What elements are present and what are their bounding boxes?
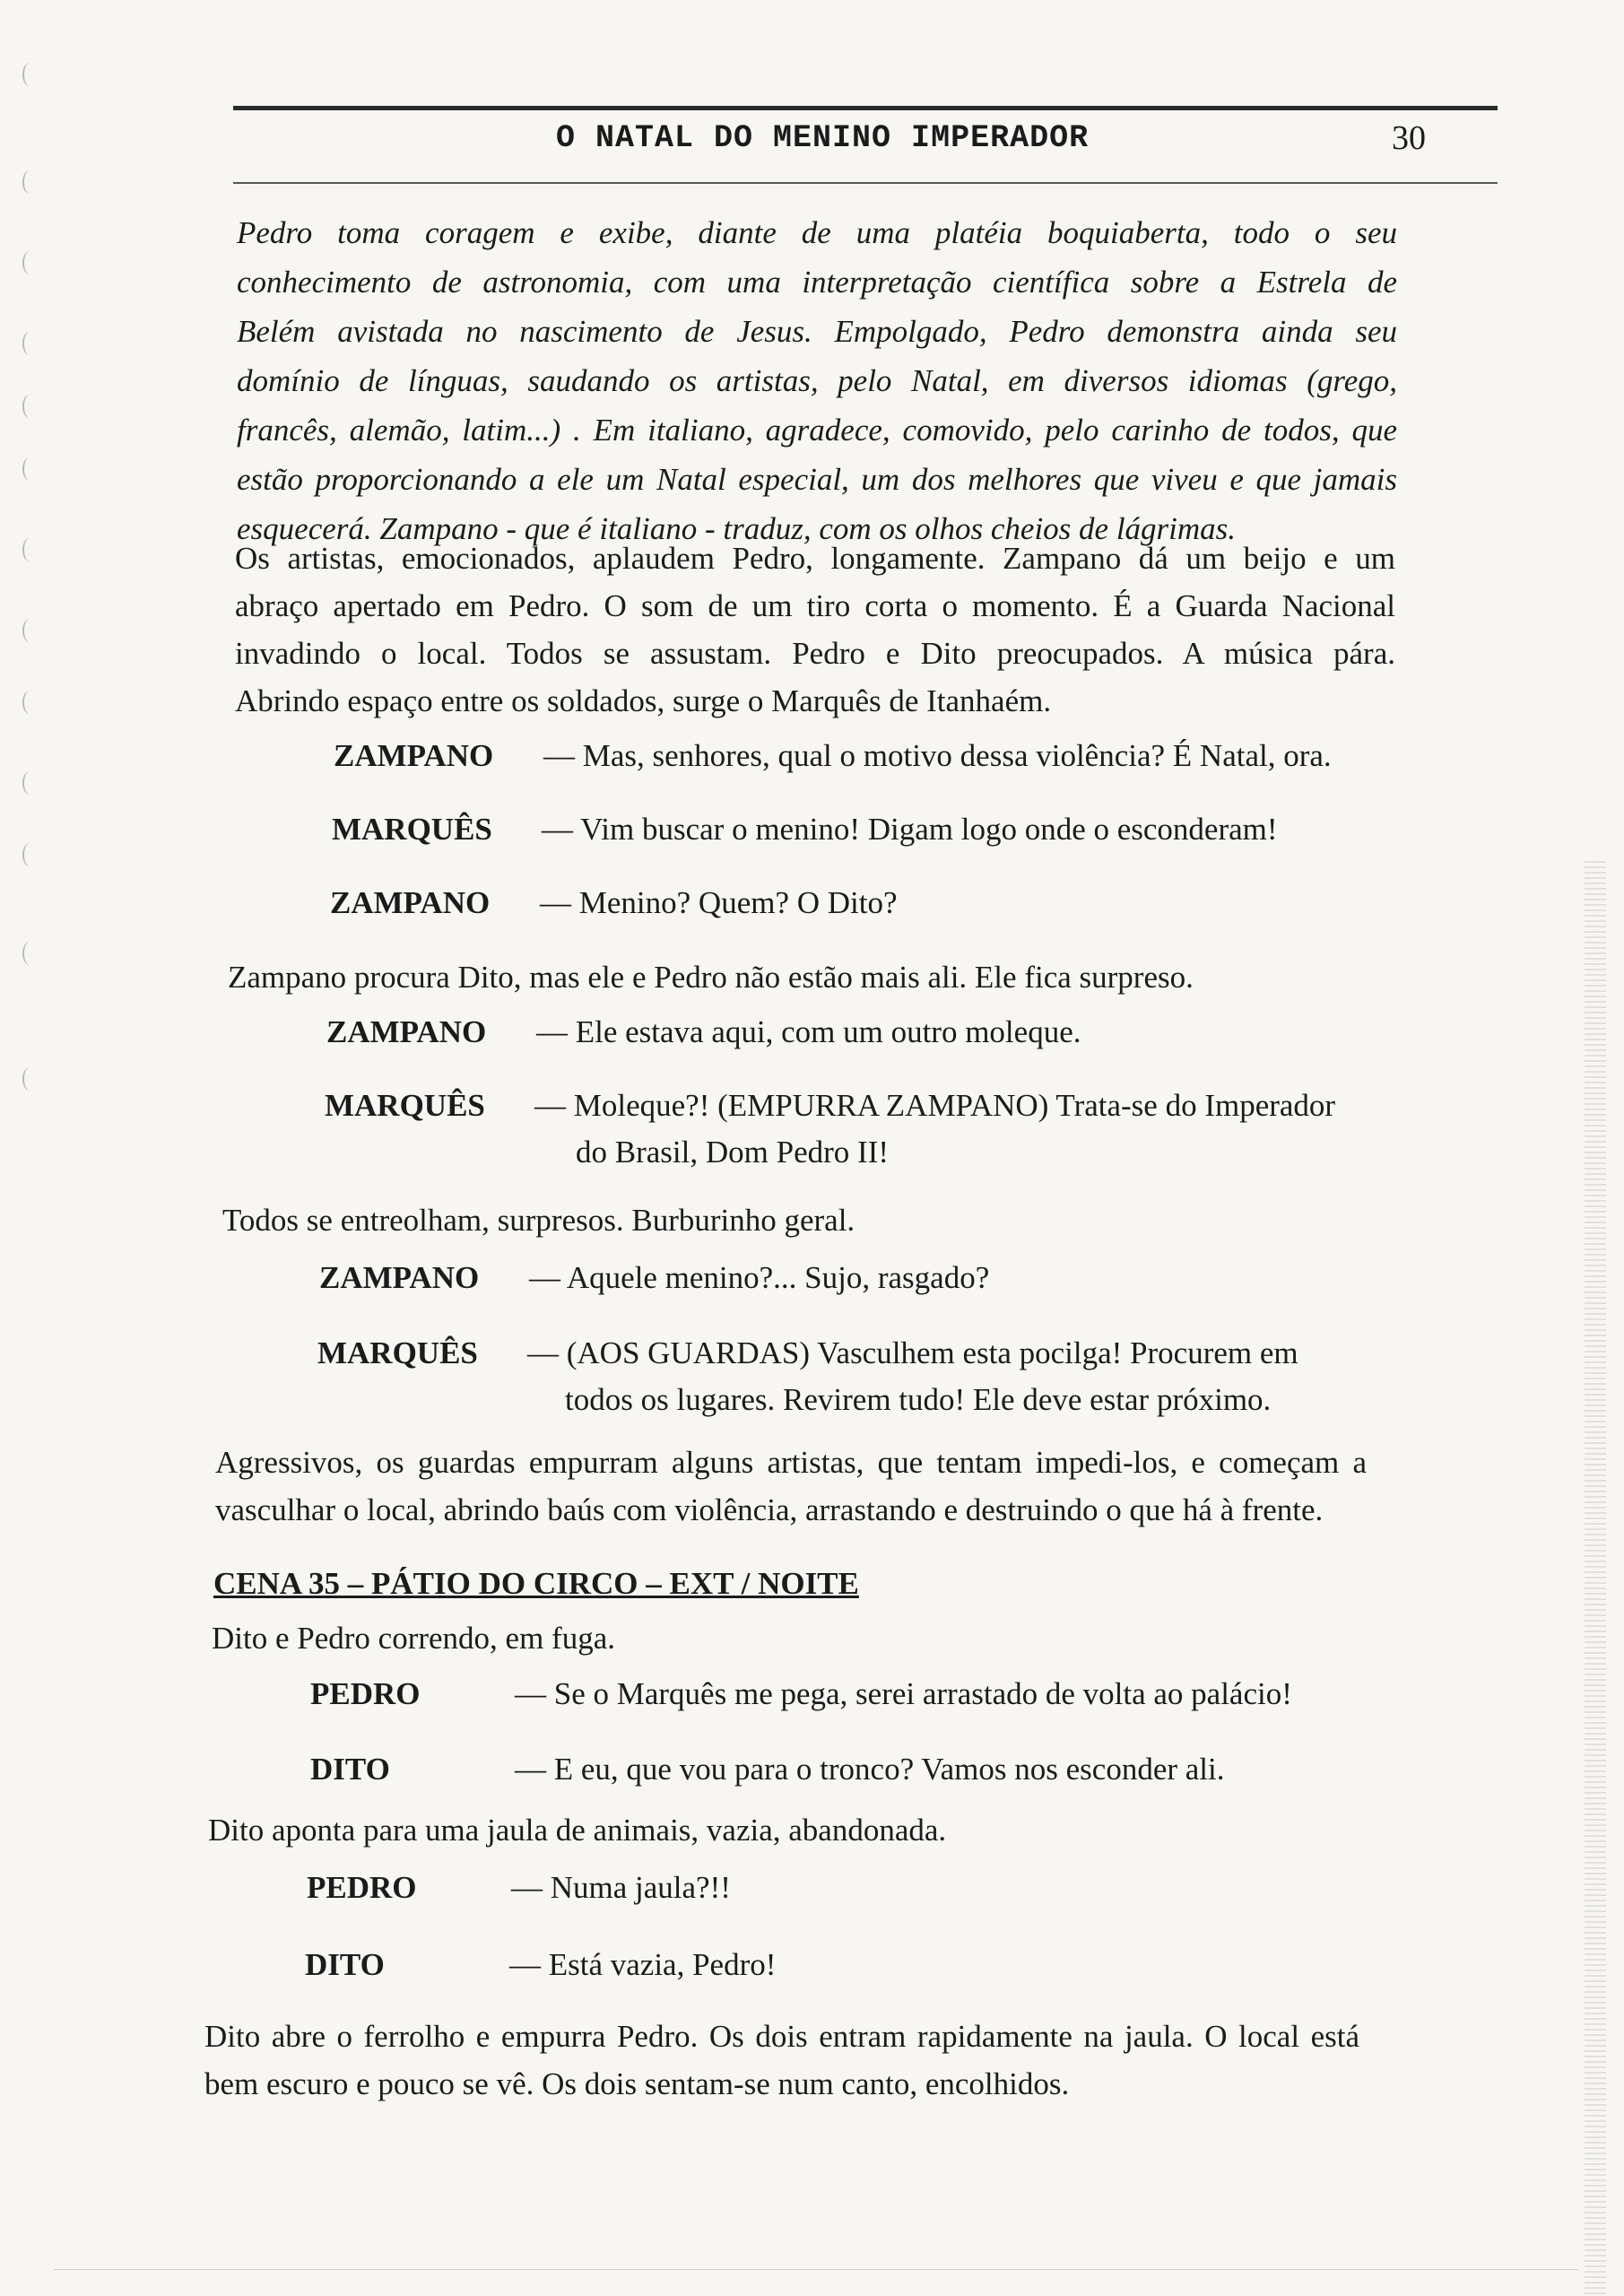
text-line: abraço apertado em Pedro. O som de um tiro corta o momento. É a Guarda Nacional bbox=[235, 588, 1395, 623]
text-line: domínio de línguas, saudando os artistas, pelo Natal, em diversos idiomas (grego, bbox=[237, 363, 1397, 398]
text-line: invadindo o local. Todos se assustam. Pedro e Dito preocupados. A música pára. bbox=[235, 636, 1395, 671]
text-line: Todos se entreolham, surpresos. Burburinho geral. bbox=[222, 1203, 855, 1238]
text-line: Belém avistada no nascimento de Jesus. Empolgado, Pedro demonstra ainda seu bbox=[237, 314, 1397, 349]
text-line: vasculhar o local, abrindo baús com violência, arrastando e destruindo o que há à frente. bbox=[215, 1492, 1324, 1527]
speech-text: — E eu, que vou para o tronco? Vamos nos esconder ali. bbox=[515, 1752, 1225, 1787]
scan-margin-marks bbox=[22, 36, 76, 1094]
intro-paragraph bbox=[237, 208, 1397, 553]
speech-text: — Aquele menino?... Sujo, rasgado? bbox=[529, 1260, 990, 1295]
action-paragraph bbox=[215, 1439, 1367, 1534]
speaker-name: ZAMPANO bbox=[326, 1014, 487, 1049]
page-title: O NATAL DO MENINO IMPERADOR bbox=[556, 120, 1090, 156]
text-line: Zampano procura Dito, mas ele e Pedro não estão mais ali. Ele fica surpreso. bbox=[228, 960, 1194, 995]
speech-text: — Se o Marquês me pega, serei arrastado de volta ao palácio! bbox=[515, 1676, 1292, 1711]
speaker-name: DITO bbox=[305, 1947, 385, 1982]
text-line: Agressivos, os guardas empurram alguns artistas, que tentam impedi-los, e começam a bbox=[215, 1445, 1367, 1480]
text-line: bem escuro e pouco se vê. Os dois sentam-se num canto, encolhidos. bbox=[204, 2066, 1070, 2101]
speech-text: — Menino? Quem? O Dito? bbox=[540, 885, 898, 920]
text-line: Os artistas, emocionados, aplaudem Pedro, longamente. Zampano dá um beijo e um bbox=[235, 541, 1395, 576]
text-line: francês, alemão, latim...) . Em italiano, agradece, comovido, pelo carinho de todos, que bbox=[237, 413, 1397, 448]
action-paragraph bbox=[208, 1806, 1374, 1854]
page-header bbox=[233, 117, 1498, 170]
speaker-name: ZAMPANO bbox=[319, 1260, 480, 1295]
page-number: 30 bbox=[1392, 119, 1426, 157]
speech-text: — Moleque?! (EMPURRA ZAMPANO) Trata-se do Imperador bbox=[534, 1088, 1336, 1123]
action-paragraph bbox=[204, 2013, 1359, 2108]
speech-text: todos os lugares. Revirem tudo! Ele deve estar próximo. bbox=[565, 1382, 1272, 1417]
speech-text: — Ele estava aqui, com um outro moleque. bbox=[536, 1014, 1081, 1049]
speaker-name: PEDRO bbox=[307, 1870, 417, 1905]
text-line: Dito abre o ferrolho e empurra Pedro. Os dois entram rapidamente na jaula. O local está bbox=[204, 2019, 1359, 2054]
speech-text: — Vim buscar o menino! Digam logo onde o esconderam! bbox=[542, 812, 1278, 847]
text-line: conhecimento de astronomia, com uma interpretação científica sobre a Estrela de bbox=[237, 265, 1397, 300]
speech-text: — Numa jaula?!! bbox=[511, 1870, 731, 1905]
speech-text: — Mas, senhores, qual o motivo dessa violência? É Natal, ora. bbox=[543, 738, 1332, 773]
header-underline bbox=[233, 182, 1498, 184]
text-line: Abrindo espaço entre os soldados, surge o Marquês de Itanhaém. bbox=[235, 683, 1052, 718]
action-paragraph bbox=[222, 1196, 1388, 1244]
action-paragraph bbox=[235, 535, 1395, 725]
speaker-name: MARQUÊS bbox=[317, 1335, 478, 1370]
bottom-edge bbox=[54, 2269, 1578, 2270]
text-line: estão proporcionando a ele um Natal especial, um dos melhores que viveu e que jamais bbox=[237, 462, 1397, 497]
speaker-name: ZAMPANO bbox=[334, 738, 494, 773]
text-line: Pedro toma coragem e exibe, diante de uma platéia boquiaberta, todo o seu bbox=[237, 215, 1397, 250]
speech-text: do Brasil, Dom Pedro II! bbox=[576, 1135, 889, 1170]
scan-edge bbox=[1585, 861, 1606, 2296]
speaker-name: PEDRO bbox=[310, 1676, 421, 1711]
action-paragraph bbox=[228, 953, 1394, 1001]
action-paragraph bbox=[212, 1614, 1377, 1662]
speech-text: — (AOS GUARDAS) Vasculhem esta pocilga! Procurem em bbox=[527, 1335, 1298, 1370]
speaker-name: MARQUÊS bbox=[325, 1088, 485, 1123]
speaker-name: DITO bbox=[310, 1752, 390, 1787]
speech-text: — Está vazia, Pedro! bbox=[509, 1947, 777, 1982]
text-line: Dito e Pedro correndo, em fuga. bbox=[212, 1621, 615, 1656]
header-rule bbox=[233, 106, 1498, 110]
speaker-name: MARQUÊS bbox=[332, 812, 492, 847]
text-line: Dito aponta para uma jaula de animais, vazia, abandonada. bbox=[208, 1813, 947, 1848]
speaker-name: ZAMPANO bbox=[330, 885, 491, 920]
text-line: esquecerá. Zampano - que é italiano - traduz, com os olhos cheios de lágrimas. bbox=[237, 511, 1237, 546]
scene-heading: CENA 35 – PÁTIO DO CIRCO – EXT / NOITE bbox=[213, 1566, 859, 1601]
